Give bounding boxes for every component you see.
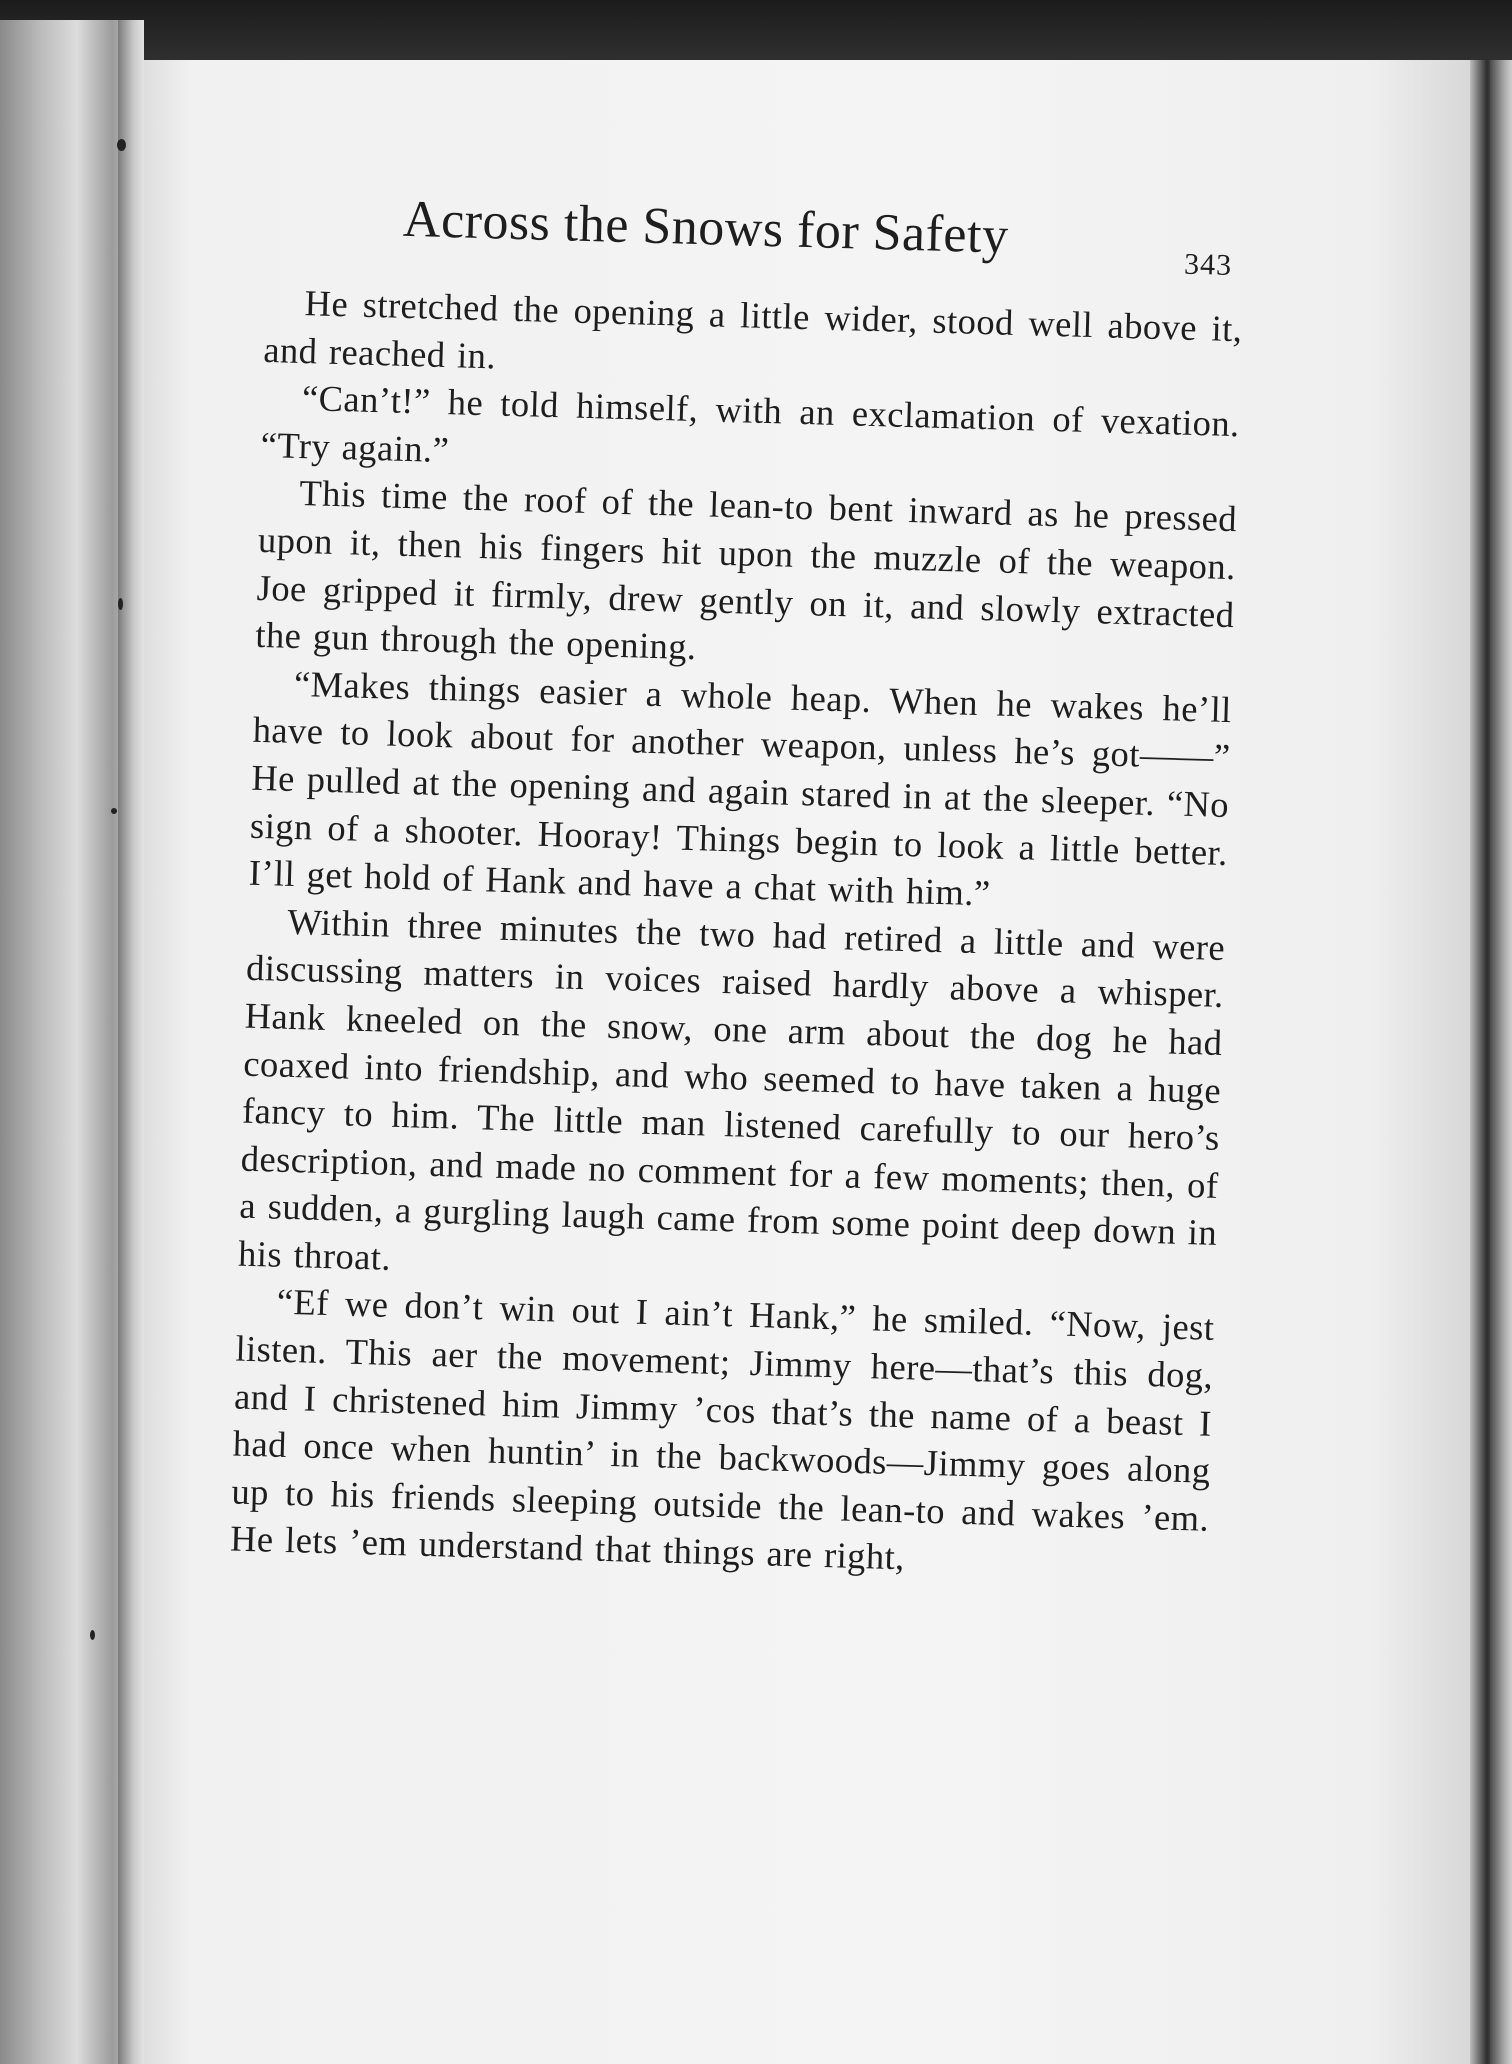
paragraph: This time the roof of the lean-to bent inward as he pressed upon it, then his fingers hit upon the muzzle of the weapon. Joe gripped it firmly, drew gently on it, and slowly extracted the gun through the opening.: [254, 472, 1238, 668]
running-head: Across the Snows for Safety: [402, 190, 1010, 265]
paragraph: “Ef we don’t win out I ain’t Hank,” he smiled. “Now, jest listen. This aer the movement; Jimmy here—that’s this dog, and I christened him Jimmy ’cos that’s the name of a beast I had once when huntin’ in the backwoods—Jimmy goes along up to his friends sleeping outside the lean-to and wakes ’em. He lets ’em understand that things are right,: [229, 1281, 1216, 1578]
binding-mark: [117, 139, 126, 151]
binding-mark: [90, 1630, 95, 1640]
paragraph: “Can’t!” he told himself, with an exclamation of vexation. “Try again.”: [260, 377, 1241, 470]
page-number: 343: [1183, 247, 1233, 282]
paragraph: “Makes things easier a whole heap. When he wakes he’ll have to look about for another weapon, unless he’s got——” He pulled at the opening and again stared in at the sleeper. “No sign of a shooter. Hooray! Things begin to look a little better. I’ll get hold of Hank and have a chat with him.”: [248, 662, 1233, 914]
page-content: [230, 186, 1246, 1590]
paragraph: He stretched the opening a little wider, stood well above it, and reached in.: [262, 282, 1243, 377]
binding-mark: [118, 598, 123, 610]
paragraph: Within three minutes the two had retired a little and were discussing matters in voices raised hardly above a whisper. Hank kneeled on the snow, one arm about the dog he had coaxed into friendship, and who seemed to have taken a huge fancy to him. The little man listened carefully to our hero’s description, and made no comment for a few moments; then, of a sudden, a gurgling laugh came from some point deep down in his throat.: [237, 900, 1226, 1278]
body-text: [230, 278, 1243, 1590]
right-page-edge-outer: [1490, 60, 1512, 2064]
binding-mark: [111, 808, 117, 814]
scan-top-shadow: [0, 0, 1512, 60]
book-gutter: [118, 20, 144, 2064]
